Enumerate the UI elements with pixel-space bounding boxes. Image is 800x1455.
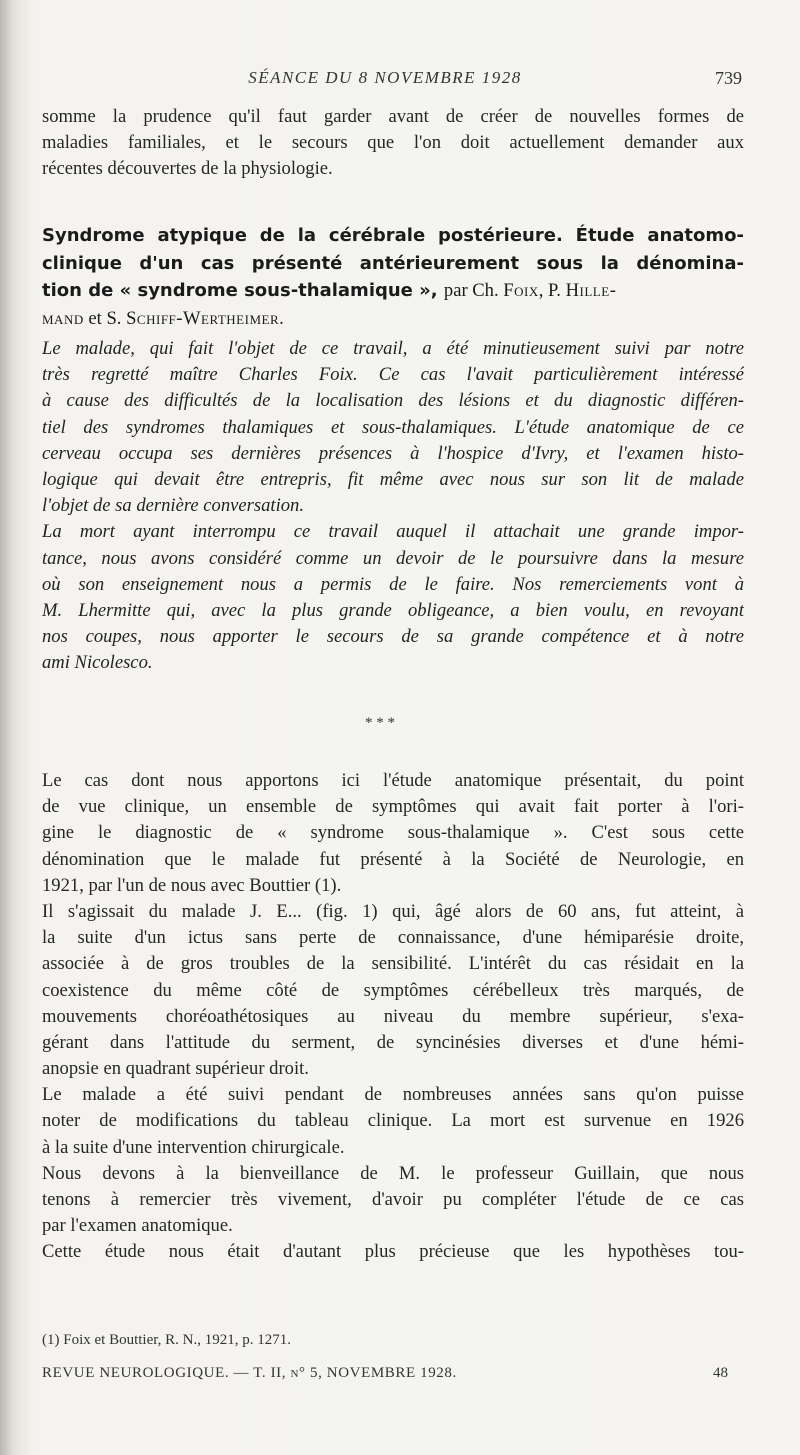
body-line: par l'examen anatomique. (42, 1215, 233, 1237)
article-heading (42, 222, 744, 332)
author-schiff-wertheimer: Schiff-Wertheimer (126, 307, 280, 329)
article-title-line: Syndrome atypique de la cérébrale postérieure. Étude anatomo- (42, 225, 744, 246)
abstract (42, 336, 744, 676)
running-head-title: SÉANCE DU 8 NOVEMBRE 1928 (248, 68, 522, 87)
body-line: Nous devons à la bienveillance de M. le professeur Guillain, que nous (42, 1162, 744, 1184)
body-line: 1921, par l'un de nous avec Bouttier (1). (42, 874, 342, 896)
abstract-line: où son enseignement nous a permis de le faire. Nos remerciements vont à (42, 573, 744, 595)
abstract-line: ami Nicolesco. (42, 652, 153, 674)
body-line: Cette étude nous était d'autant plus précieuse que les hypothèses tou- (42, 1241, 744, 1263)
body-line: à la suite d'une intervention chirurgicale. (42, 1136, 345, 1158)
body-line: Il s'agissait du malade J. E... (fig. 1) qui, âgé alors de 60 ans, fut atteint, à (42, 900, 744, 922)
body-line: gérant dans l'attitude du serment, de syncinésies diverses et d'une hémi- (42, 1031, 744, 1053)
article-title-end: tion de « syndrome sous-thalamique », (42, 280, 444, 301)
text-line: somme la prudence qu'il faut garder avant de créer de nouvelles formes de (42, 106, 744, 127)
abstract-line: tiel des syndromes thalamiques et sous-thalamiques. L'étude anatomique de ce (42, 416, 744, 438)
body-line: anopsie en quadrant supérieur droit. (42, 1058, 309, 1080)
author-hillemand-cont: mand (42, 307, 84, 329)
asterism-divider: * * * (365, 715, 395, 731)
page-number: 739 (715, 68, 742, 88)
opening-paragraph (42, 104, 744, 183)
abstract-line: à cause des difficultés de la localisation des lésions et du diagnostic différen- (42, 390, 744, 412)
author-hillemand: Hille- (565, 280, 617, 301)
author-separator: et S. (83, 307, 127, 329)
body-line: Le malade a été suivi pendant de nombreuses années sans qu'on puisse (42, 1084, 744, 1106)
body-line: la suite d'un ictus sans perte de connaissance, d'une hémiparésie droite, (42, 927, 744, 949)
body-line: de vue clinique, un ensemble de symptômes qui avait fait porter à l'ori- (42, 796, 744, 818)
article-title-line: clinique d'un cas présenté antérieurement sous la dénomina- (42, 252, 744, 274)
running-head (0, 68, 800, 92)
body-line: Le cas dont nous apportons ici l'étude anatomique présentait, du point (42, 770, 744, 791)
text-line: récentes découvertes de la physiologie. (42, 158, 333, 180)
signature-folio: 48 (713, 1365, 728, 1381)
body-text (42, 768, 744, 1266)
body-line: tenons à remercier très vivement, d'avoir pu compléter l'étude de ce cas (42, 1189, 744, 1210)
abstract-line: nos coupes, nous apporter le secours de sa grande compétence et à notre (42, 626, 744, 648)
body-line: mouvements choréoathétosiques au niveau du membre supérieur, s'exa- (42, 1005, 744, 1027)
body-line: dénomination que le malade fut présenté à la Société de Neurologie, en (42, 848, 744, 870)
article-authors-line (42, 305, 744, 333)
abstract-line: l'objet de sa dernière conversation. (42, 495, 304, 517)
author-foix: Foix (503, 280, 539, 301)
abstract-line: La mort ayant interrompu ce travail auquel il attachait une grande impor- (42, 521, 744, 543)
abstract-line: tance, nous avons considéré comme un devoir de le poursuivre dans la mesure (42, 547, 744, 569)
body-line: coexistence du même côté de symptômes cérébelleux très marqués, de (42, 979, 744, 1001)
abstract-line: Le malade, qui fait l'objet de ce travail, a été minutieusement suivi par notre (42, 338, 744, 359)
body-line: noter de modifications du tableau clinique. La mort est survenue en 1926 (42, 1110, 744, 1132)
journal-citation: REVUE NEUROLOGIQUE. — T. II, n° 5, NOVEMBRE 1928. (42, 1365, 457, 1381)
abstract-line: M. Lhermitte qui, avec la plus grande obligeance, a bien voulu, en revoyant (42, 599, 744, 621)
page-footer (42, 1362, 738, 1384)
abstract-line: très regretté maître Charles Foix. Ce cas l'avait particulièrement intéressé (42, 364, 744, 386)
author-end: . (279, 307, 284, 329)
abstract-line: cerveau occupa ses dernières présences à l'hospice d'Ivry, et l'examen histo- (42, 442, 744, 464)
article-title-line-with-authors (42, 277, 744, 305)
body-line: gine le diagnostic de « syndrome sous-thalamique ». C'est sous cette (42, 822, 744, 844)
authors-intro: par Ch. (443, 280, 504, 301)
author-separator: , P. (538, 280, 566, 301)
body-line: associée à de gros troubles de la sensibilité. L'intérêt du cas résidait en la (42, 953, 744, 975)
footnote: (1) Foix et Bouttier, R. N., 1921, p. 1271. (42, 1332, 291, 1348)
abstract-line: logique qui devait être entrepris, fit même avec nous sur son lit de malade (42, 468, 744, 490)
text-line: maladies familiales, et le secours que l'on doit actuellement demander aux (42, 132, 744, 154)
